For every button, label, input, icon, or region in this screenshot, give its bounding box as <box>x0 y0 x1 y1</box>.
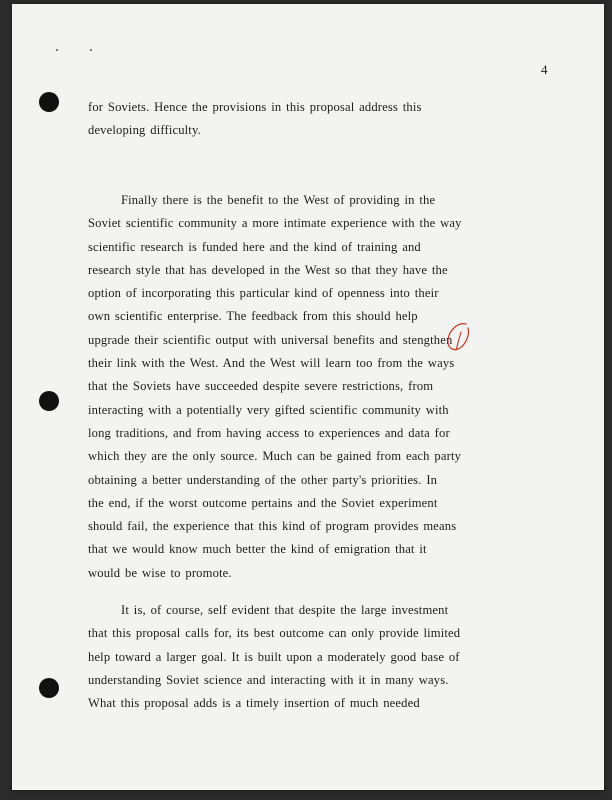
text-line: that we would know much better the kind of emigration that it <box>88 542 427 557</box>
text-line: Soviet scientific community a more intimate experience with the way <box>88 216 462 231</box>
text-line: help toward a larger goal. It is built upon a moderately good base of <box>88 649 460 664</box>
paper-speck <box>90 49 92 51</box>
text-line: option of incorporating this particular kind of openness into their <box>88 286 439 301</box>
text-line: scientific research is funded here and the kind of training and <box>88 239 421 254</box>
text-line: What this proposal adds is a timely insertion of much needed <box>88 696 420 711</box>
text-line: for Soviets. Hence the provisions in this proposal address this <box>88 100 422 114</box>
text-line: long traditions, and from having access to experiences and data for <box>88 425 450 440</box>
text-line: which they are the only source. Much can be gained from each party <box>88 449 462 464</box>
binder-hole-bottom <box>39 678 59 698</box>
paragraph-3 <box>88 599 528 715</box>
text-line: interacting with a potentially very gifted scientific community with <box>88 402 449 417</box>
text-line: should fail, the experience that this kind of program provides means <box>88 519 457 534</box>
binder-hole-middle <box>39 391 59 411</box>
text-line: would be wise to promote. <box>88 565 232 580</box>
text-line: that this proposal calls for, its best outcome can only provide limited <box>88 626 461 641</box>
text-line: It is, of course, self evident that despite the large investment <box>121 603 449 617</box>
binder-hole-top <box>39 92 59 112</box>
paragraph-2 <box>88 189 528 585</box>
document-page <box>12 4 604 790</box>
text-line: the end, if the worst outcome pertains and the Soviet experiment <box>88 495 438 510</box>
text-line: their link with the West. And the West will learn too from the ways <box>88 356 455 371</box>
text-line: Finally there is the benefit to the West of providing in the <box>121 193 436 207</box>
paper-speck <box>56 49 58 51</box>
text-line: research style that has developed in the West so that they have the <box>88 262 448 277</box>
handwritten-insertion-mark <box>444 320 474 354</box>
text-line: obtaining a better understanding of the other party's priorities. In <box>88 472 438 487</box>
text-line: developing difficulty. <box>88 123 201 138</box>
page-number: 4 <box>541 62 548 77</box>
text-line: own scientific enterprise. The feedback from this should help <box>88 309 418 324</box>
text-line: that the Soviets have succeeded despite severe restrictions, from <box>88 379 434 394</box>
paragraph-1 <box>88 96 528 143</box>
text-line: upgrade their scientific output with universal benefits and stengthen <box>88 332 453 347</box>
text-line: understanding Soviet science and interacting with it in many ways. <box>88 672 449 687</box>
